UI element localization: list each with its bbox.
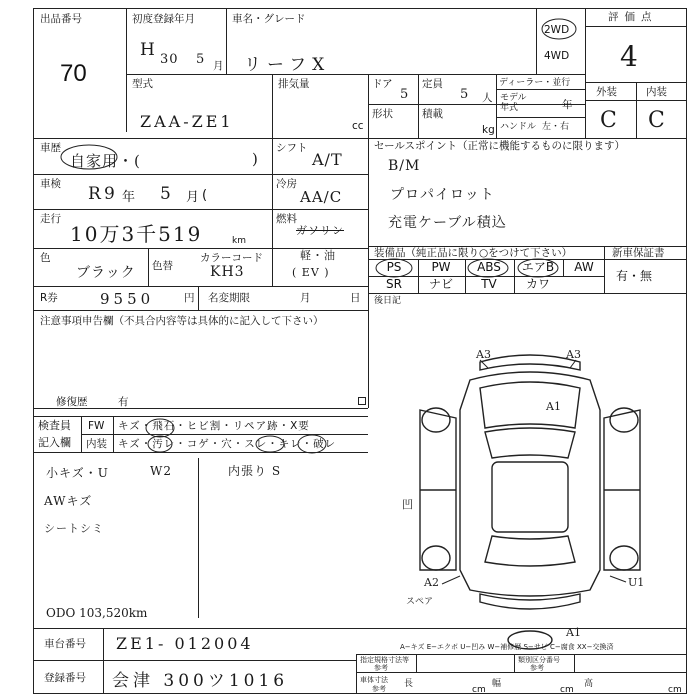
- recycle-label: R券: [40, 292, 58, 304]
- car-damage-diagram: [380, 340, 680, 660]
- equipment-ps: PS: [386, 260, 402, 274]
- equipment-abs: ABS: [477, 260, 501, 274]
- repair-checkbox: [358, 397, 366, 405]
- first-registration-label: 初度登録年月: [132, 13, 195, 25]
- equipment-aw: AW: [574, 260, 594, 274]
- divider: [198, 458, 199, 618]
- color-value: ブラック: [76, 265, 136, 281]
- damage-legend: A−キズ E−エクボ U−凹み W−補修歴 S−サビ C−腐食 XX−交換済: [400, 643, 614, 651]
- spec-ref-label: 参考: [374, 664, 388, 672]
- type-label: 型式: [132, 78, 153, 90]
- divider: [33, 310, 368, 311]
- divider: [536, 8, 537, 74]
- handle-label: ハンドル: [500, 122, 537, 132]
- divider: [126, 8, 127, 132]
- divider: [33, 174, 368, 175]
- divider: [33, 660, 356, 661]
- divider: [148, 248, 149, 286]
- history-label: 車歴: [40, 142, 61, 154]
- ac-value: AA/C: [300, 188, 343, 206]
- displacement-label: 排気量: [278, 78, 310, 90]
- equipment-airbag: エアB: [521, 260, 555, 274]
- inspection-year-unit: 年: [122, 190, 136, 205]
- entry-label: 記入欄: [38, 436, 71, 449]
- handle-options: 左・右: [542, 122, 570, 132]
- equipment-sr: SR: [386, 277, 402, 291]
- color-code-label: カラーコード: [200, 252, 263, 264]
- interior-check-label: 内装: [86, 438, 107, 450]
- divider: [33, 209, 368, 210]
- mark-rear-right: U1: [628, 576, 645, 589]
- inspector-note-4: W2: [150, 464, 172, 478]
- lot-number-label: 出品番号: [40, 13, 82, 25]
- shape-label: 形状: [372, 108, 393, 120]
- yen-unit: 円: [184, 292, 195, 304]
- cc-unit: cc: [352, 120, 364, 132]
- divider: [585, 8, 586, 138]
- chassis-label: 車台番号: [44, 638, 86, 650]
- name-change-label: 名変期限: [208, 292, 250, 304]
- divider: [604, 246, 605, 293]
- ac-label: 冷房: [276, 178, 297, 190]
- divider: [636, 82, 637, 138]
- model-year-label: モデル年式: [500, 93, 527, 113]
- spare-label: スペア: [406, 597, 434, 607]
- drive-4wd: 4WD: [544, 50, 570, 62]
- mileage-label: 走行: [40, 213, 61, 225]
- history-value: 自家用・(: [70, 152, 141, 170]
- warranty-label: 新車保証書: [612, 247, 665, 259]
- load-label: 積載: [422, 108, 443, 120]
- divider: [368, 74, 369, 138]
- exterior-grade: C: [600, 108, 618, 133]
- after-inspection-label: 後日記: [374, 296, 402, 306]
- mark-rear-left: A2: [424, 576, 439, 589]
- equipment-leather: カワ: [525, 277, 550, 291]
- divider: [416, 654, 417, 672]
- history-selection-circle: [58, 142, 120, 172]
- body-size-ref-label: 参考: [372, 685, 386, 693]
- inspector-note-3: シートシミ: [44, 522, 104, 535]
- divider: [103, 628, 104, 694]
- model-type: ZAA-ZE1: [140, 112, 234, 131]
- capacity-label: 定員: [422, 78, 443, 90]
- length-unit: cm: [472, 685, 486, 695]
- lot-number: 70: [60, 60, 87, 87]
- color-code: KH3: [210, 264, 245, 280]
- divider: [113, 416, 114, 452]
- inspection-month: 5: [160, 184, 172, 204]
- interior-grade: C: [648, 108, 666, 133]
- odometer-note: ODO 103,520km: [46, 606, 148, 620]
- equipment-circles: [368, 256, 568, 296]
- divider: [574, 654, 575, 672]
- inspection-check-circles: [130, 414, 330, 454]
- drive-selection-circle: [540, 16, 578, 42]
- inspection-year: 9: [104, 184, 116, 204]
- sale-point-2: プロパイロット: [390, 187, 495, 203]
- equipment-navi: ナビ: [428, 277, 453, 291]
- width-label: 幅: [492, 679, 502, 689]
- plate-number: 会津 300ツ1016: [112, 671, 289, 691]
- inspection-month-unit: 月: [186, 190, 200, 205]
- inspection-era: R: [88, 184, 102, 204]
- divider: [496, 117, 585, 118]
- sale-points-label: セールスポイント（正常に機能するものに限ります）: [374, 140, 626, 152]
- equipment-pw: PW: [431, 260, 451, 274]
- fuel-gasoline: ガソリン: [296, 224, 344, 237]
- divider: [226, 8, 227, 74]
- inspector-label: 検査員: [38, 419, 71, 432]
- color-change-label: 色替: [152, 260, 173, 272]
- divider: [272, 138, 273, 286]
- sale-point-1: B/M: [388, 158, 421, 174]
- repair-history-value: 有: [118, 396, 129, 408]
- spec-dimensions-label: 指定規格寸法等: [360, 656, 409, 664]
- persons-unit: 人: [482, 92, 493, 104]
- inspection-label: 車検: [40, 178, 61, 190]
- name-change-month-unit: 月: [300, 292, 311, 304]
- exterior-grade-label: 外装: [596, 86, 617, 98]
- divider: [33, 138, 687, 139]
- capacity-value: 5: [460, 87, 470, 102]
- divider: [418, 74, 419, 138]
- mark-hood: A1: [546, 400, 561, 413]
- year-unit: 年: [562, 99, 573, 111]
- model-grade-label: 車名・グレード: [232, 13, 306, 25]
- height-label: 高: [584, 679, 594, 689]
- divider: [368, 104, 585, 105]
- mileage-value: 10万3千519: [70, 222, 203, 246]
- divider: [514, 654, 515, 672]
- divider: [496, 74, 497, 138]
- chassis-number: ZE1- 012004: [116, 634, 254, 653]
- interior-grade-label: 内装: [646, 86, 667, 98]
- fuel-ev: ( EV ): [292, 266, 330, 279]
- divider: [496, 89, 585, 90]
- body-size-label: 車体寸法: [360, 676, 388, 684]
- divider: [272, 74, 273, 138]
- divider: [33, 408, 368, 409]
- shift-label: シフト: [276, 142, 308, 154]
- mark-left-side: 凹: [402, 498, 413, 511]
- divider: [356, 654, 687, 655]
- warranty-value: 有・無: [616, 269, 653, 283]
- fw-items: キズ・飛石・ヒビ割・リペア跡・X要: [118, 420, 310, 432]
- divider: [356, 654, 357, 694]
- recycle-fee: 9550: [100, 290, 155, 308]
- mark-rear-bumper: A1: [566, 626, 581, 639]
- equipment-tv: TV: [481, 277, 497, 291]
- divider: [81, 416, 82, 452]
- history-close-paren: ): [252, 150, 259, 168]
- width-unit: cm: [560, 685, 574, 695]
- fw-label: FW: [88, 420, 105, 432]
- score-label: 評価点: [608, 11, 658, 23]
- repair-history-label: 修復歴: [56, 396, 88, 408]
- shift-value: A/T: [312, 150, 343, 169]
- divider: [585, 26, 687, 27]
- km-unit: km: [232, 236, 246, 246]
- doors-value: 5: [400, 87, 410, 102]
- inspector-note-1: 小キズ・U: [46, 466, 109, 480]
- category-number-label: 類別区分番号: [518, 656, 560, 664]
- fuel-light-oil: 軽・油: [300, 249, 336, 262]
- color-label: 色: [40, 252, 51, 264]
- category-ref-label: 参考: [530, 664, 544, 672]
- divider: [126, 74, 585, 75]
- name-change-day-unit: 日: [350, 292, 361, 304]
- plate-label: 登録番号: [44, 672, 86, 684]
- fuel-label: 燃料: [276, 213, 297, 225]
- divider: [33, 286, 368, 287]
- interior-items: キズ・汚レ・コゲ・穴・スレ・キレ・破レ: [118, 438, 337, 450]
- model-name: リーフX: [244, 55, 331, 75]
- inspector-note-5: 内張り S: [228, 464, 282, 478]
- dealer-label: ディーラー・並行: [499, 78, 571, 88]
- mark-front-right: A3: [566, 348, 581, 361]
- drive-2wd: 2WD: [544, 24, 570, 36]
- score-value: 4: [620, 40, 639, 73]
- month-unit: 月: [213, 60, 224, 72]
- divider: [33, 628, 687, 629]
- kg-unit: kg: [482, 124, 495, 136]
- divider: [198, 286, 199, 310]
- registration-era: H: [140, 40, 156, 60]
- registration-month: 5: [196, 52, 206, 67]
- sale-point-3: 充電ケーブル積込: [388, 215, 507, 231]
- height-unit: cm: [668, 685, 682, 695]
- doors-label: ドア: [372, 78, 393, 90]
- mark-front-left: A3: [476, 348, 491, 361]
- inspector-note-2: AWキズ: [44, 494, 93, 508]
- inspection-day-paren: (: [202, 188, 208, 203]
- divider: [356, 672, 687, 673]
- length-label: 長: [404, 679, 414, 689]
- notes-label: 注意事項申告欄（不具合内容等は具体的に記入して下さい）: [40, 315, 324, 327]
- equipment-label: 装備品（純正品に限り○をつけて下さい）: [374, 247, 573, 259]
- registration-year: 30: [160, 52, 179, 67]
